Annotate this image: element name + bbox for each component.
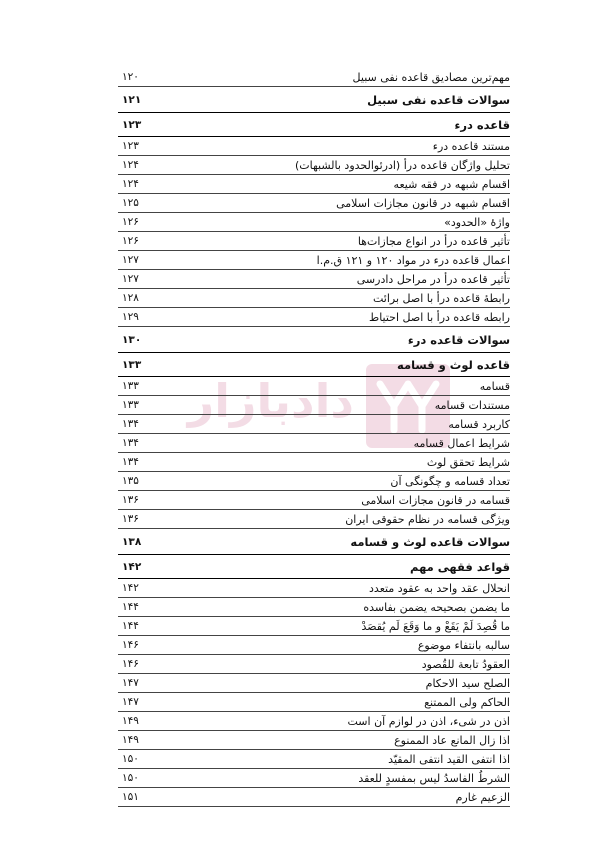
toc-entry-title: انحلال عقد واحد به عقود متعدد bbox=[369, 581, 510, 595]
toc-entry-page: ۱۲۰ bbox=[122, 71, 139, 83]
toc-entry-page: ۱۲۳ bbox=[122, 118, 142, 131]
toc-entry-page: ۱۳۶ bbox=[122, 494, 139, 506]
toc-entry-title: سوالات قاعده لوث و قسامه bbox=[350, 534, 510, 549]
toc-entry[interactable] bbox=[118, 750, 510, 769]
toc-entry[interactable] bbox=[118, 769, 510, 788]
toc-entry-title: قواعد فقهی مهم bbox=[410, 559, 510, 574]
toc-entry-page: ۱۵۰ bbox=[122, 772, 139, 784]
toc-entry-title: سالبه بانتفاء موضوع bbox=[417, 638, 510, 652]
toc-entry[interactable] bbox=[118, 415, 510, 434]
toc-entry[interactable] bbox=[118, 137, 510, 156]
toc-entry-title: اذن در شیء، اذن در لوازم آن است bbox=[347, 714, 510, 728]
toc-entry-page: ۱۴۹ bbox=[122, 715, 139, 727]
toc-entry-page: ۱۲۹ bbox=[122, 311, 139, 323]
toc-entry-title: سوالات قاعده درء bbox=[407, 332, 510, 347]
toc-entry-title: ما یضمن بصحیحه یضمن بفاسده bbox=[363, 600, 510, 614]
toc-entry-title: تأثیر قاعده درأ در انواع مجازات‌ها bbox=[357, 234, 510, 248]
toc-entry-page: ۱۲۵ bbox=[122, 197, 139, 209]
toc-entry-page: ۱۲۶ bbox=[122, 235, 139, 247]
toc-entry[interactable] bbox=[118, 693, 510, 712]
toc-entry-page: ۱۴۶ bbox=[122, 658, 139, 670]
toc-entry[interactable] bbox=[118, 232, 510, 251]
toc-entry[interactable] bbox=[118, 579, 510, 598]
toc-entry-page: ۱۴۴ bbox=[122, 601, 139, 613]
toc-entry-page: ۱۴۲ bbox=[122, 582, 139, 594]
toc-entry-page: ۱۲۴ bbox=[122, 178, 139, 190]
toc-entry-page: ۱۳۵ bbox=[122, 475, 139, 487]
toc-entry-title: قسامه در قانون مجازات اسلامی bbox=[361, 493, 510, 507]
toc-entry-page: ۱۴۲ bbox=[122, 560, 142, 573]
toc-entry-title: تعداد قسامه و چگونگی آن bbox=[390, 474, 510, 488]
toc-entry-page: ۱۵۰ bbox=[122, 753, 139, 765]
toc-entry-title: مستندات قسامه bbox=[434, 398, 510, 412]
watermark-brand-name: دادبازار bbox=[187, 374, 354, 428]
toc-entry[interactable] bbox=[118, 156, 510, 175]
toc-entry-page: ۱۴۹ bbox=[122, 734, 139, 746]
toc-entry-title: الحاکم ولی الممتنع bbox=[424, 695, 510, 709]
toc-entry[interactable] bbox=[118, 434, 510, 453]
toc-entry-title: اذا زال المانع عاد الممنوع bbox=[394, 733, 510, 747]
toc-entry-title: العقودُ تابعة للقُصود bbox=[421, 657, 510, 671]
toc-entry-title: الشرطُ الفاسدُ لیس بمفسدٍ للعقد bbox=[358, 771, 510, 785]
toc-entry-title: رابطه قاعده درأ با اصل احتیاط bbox=[369, 310, 510, 324]
toc-entry-page: ۱۳۴ bbox=[122, 437, 139, 449]
toc-entry-page: ۱۲۶ bbox=[122, 216, 139, 228]
toc-entry-page: ۱۳۰ bbox=[122, 333, 142, 346]
toc-entry-title: قاعده لوث و قسامه bbox=[396, 357, 510, 372]
toc-entry[interactable] bbox=[118, 598, 510, 617]
toc-entry-title: اقسام شبهه در فقه شیعه bbox=[393, 177, 510, 191]
toc-entry-page: ۱۳۸ bbox=[122, 535, 142, 548]
table-of-contents bbox=[118, 68, 510, 807]
toc-entry-page: ۱۳۳ bbox=[122, 380, 139, 392]
toc-entry-page: ۱۲۱ bbox=[122, 93, 142, 106]
toc-entry-title: تأثیر قاعده درأ در مراحل دادرسی bbox=[356, 272, 510, 286]
toc-entry-title: الصلح سید الاحکام bbox=[425, 676, 510, 690]
toc-entry-title: تحلیل واژگان قاعده درأ (ادرئوالحدود بالشبهات) bbox=[294, 158, 510, 172]
toc-entry[interactable] bbox=[118, 308, 510, 327]
toc-questions-heading[interactable] bbox=[118, 327, 510, 353]
toc-entry[interactable] bbox=[118, 68, 510, 87]
toc-entry-title: اذا انتفی القید انتفی المقیّد bbox=[388, 752, 510, 766]
toc-entry[interactable] bbox=[118, 377, 510, 396]
toc-entry-page: ۱۴۷ bbox=[122, 677, 139, 689]
toc-entry-title: الزعیم غارم bbox=[455, 790, 510, 804]
toc-entry-title: مستند قاعده درء bbox=[432, 139, 510, 153]
toc-section-heading[interactable] bbox=[118, 113, 510, 137]
toc-entry[interactable] bbox=[118, 289, 510, 308]
toc-entry[interactable] bbox=[118, 510, 510, 529]
toc-entry-page: ۱۳۶ bbox=[122, 513, 139, 525]
toc-entry[interactable] bbox=[118, 491, 510, 510]
toc-entry-title: ویژگی قسامه در نظام حقوقی ایران bbox=[345, 512, 510, 526]
toc-entry[interactable] bbox=[118, 175, 510, 194]
toc-entry-page: ۱۲۷ bbox=[122, 273, 139, 285]
toc-entry-title: اعمال قاعده درء در مواد ۱۲۰ و ۱۲۱ ق.م.ا bbox=[316, 253, 510, 267]
toc-entry[interactable] bbox=[118, 712, 510, 731]
toc-entry-title: واژهٔ «الحدود» bbox=[444, 215, 510, 229]
toc-entry-title: قاعده درء bbox=[454, 117, 510, 132]
toc-entry-title: مهم‌ترین مصادیق قاعده نفی سبیل bbox=[352, 70, 510, 84]
toc-entry[interactable] bbox=[118, 655, 510, 674]
toc-entry-title: قسامه bbox=[479, 379, 510, 393]
toc-entry-page: ۱۵۱ bbox=[122, 791, 139, 803]
toc-entry-title: ما قُصِدَ لَمْ یَقَعْ و ما وَقَعَ لَم یُقصَدْ bbox=[361, 619, 510, 633]
toc-entry[interactable] bbox=[118, 270, 510, 289]
toc-entry[interactable] bbox=[118, 251, 510, 270]
toc-entry[interactable] bbox=[118, 472, 510, 491]
toc-entry-page: ۱۳۴ bbox=[122, 418, 139, 430]
toc-entry-title: سوالات قاعده نفی سبیل bbox=[367, 92, 510, 107]
toc-entry[interactable] bbox=[118, 396, 510, 415]
toc-entry-page: ۱۳۳ bbox=[122, 358, 142, 371]
toc-entry-page: ۱۲۳ bbox=[122, 140, 139, 152]
toc-entry-title: رابطهٔ قاعده درأ با اصل برائت bbox=[372, 291, 510, 305]
toc-entry[interactable] bbox=[118, 213, 510, 232]
toc-entry-title: کاربرد قسامه bbox=[448, 417, 510, 431]
toc-entry-page: ۱۳۳ bbox=[122, 399, 139, 411]
toc-entry[interactable] bbox=[118, 194, 510, 213]
toc-entry-page: ۱۴۴ bbox=[122, 620, 139, 632]
toc-entry-page: ۱۴۷ bbox=[122, 696, 139, 708]
toc-entry-page: ۱۲۴ bbox=[122, 159, 139, 171]
toc-questions-heading[interactable] bbox=[118, 87, 510, 113]
toc-section-heading[interactable] bbox=[118, 555, 510, 579]
toc-section-heading[interactable] bbox=[118, 353, 510, 377]
toc-questions-heading[interactable] bbox=[118, 529, 510, 555]
toc-entry-page: ۱۲۷ bbox=[122, 254, 139, 266]
toc-entry-title: اقسام شبهه در قانون مجازات اسلامی bbox=[336, 196, 510, 210]
toc-entry-page: ۱۳۴ bbox=[122, 456, 139, 468]
toc-entry-title: شرایط تحقق لوث bbox=[426, 455, 510, 469]
toc-entry[interactable] bbox=[118, 617, 510, 636]
toc-entry-page: ۱۲۸ bbox=[122, 292, 139, 304]
toc-entry-page: ۱۴۶ bbox=[122, 639, 139, 651]
toc-entry[interactable] bbox=[118, 453, 510, 472]
toc-entry[interactable] bbox=[118, 731, 510, 750]
toc-entry[interactable] bbox=[118, 674, 510, 693]
toc-entry[interactable] bbox=[118, 788, 510, 807]
toc-entry[interactable] bbox=[118, 636, 510, 655]
toc-entry-title: شرایط اعمال قسامه bbox=[413, 436, 510, 450]
